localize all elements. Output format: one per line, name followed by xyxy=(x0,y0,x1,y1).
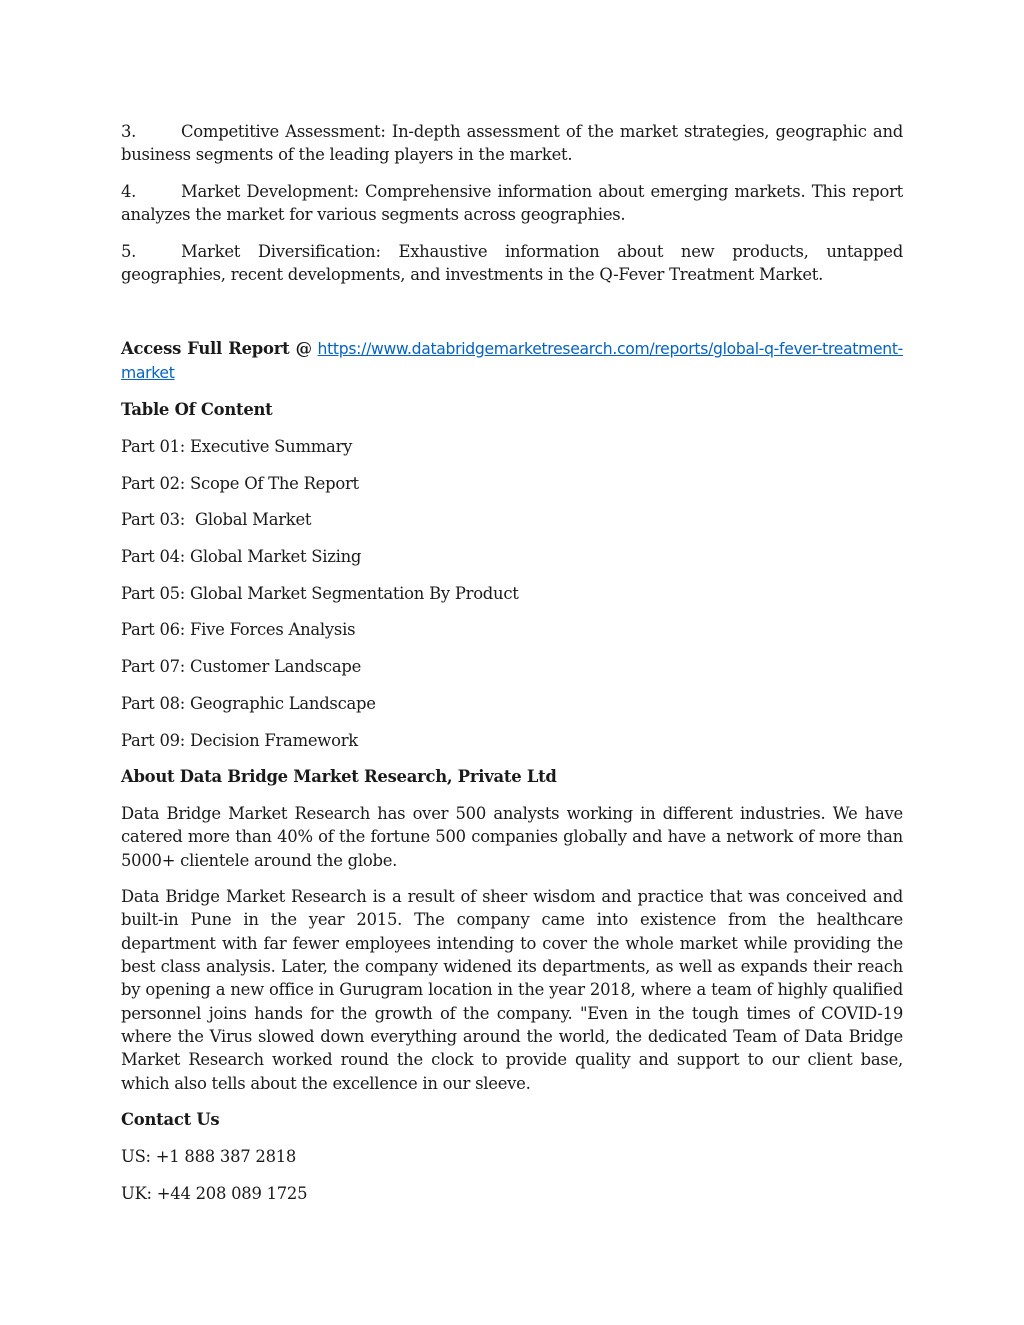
list-number: 5. xyxy=(121,241,137,261)
list-item-competitive-assessment xyxy=(121,120,903,167)
toc-item: Part 02: Scope Of The Report xyxy=(121,473,359,493)
list-item-text: Market Diversification: Exhaustive information about new products, untapped geographies, recent developments, and investments in the Q-Fever Treatment Market. xyxy=(121,241,903,285)
list-item-market-development xyxy=(121,180,903,227)
access-label: Access Full Report @ xyxy=(121,338,312,358)
report-link[interactable]: https://www.databridgemarketresearch.com/reports/global-q-fever-treatment-market xyxy=(121,339,903,382)
list-item-market-diversification xyxy=(121,240,903,287)
toc-item: Part 05: Global Market Segmentation By Product xyxy=(121,583,519,603)
list-item-text: Competitive Assessment: In-depth assessment of the market strategies, geographic and business segments of the leading players in the market. xyxy=(121,122,903,165)
toc-item: Part 07: Customer Landscape xyxy=(121,657,362,677)
toc-item: Part 03: Global Market xyxy=(121,510,312,530)
toc-item: Part 04: Global Market Sizing xyxy=(121,547,362,567)
toc-item: Part 08: Geographic Landscape xyxy=(121,693,376,713)
about-paragraph: Data Bridge Market Research is a result of sheer wisdom and practice that was conceived and built-in Pune in the year 2015. The company came into existence from the healthcare department with far fewer employees intending to cover the whole market while providing the best class analysis. Later, the company widened its departments, as well as expands their reach by opening a new office in Gurugram location in the year 2018, where a team of highly qualified personnel joins hands for the growth of the company. "Even in the tough times of COVID-19 where the Virus slowed down everything around the world, the dedicated Team of Data Bridge Market Research worked round the clock to provide quality and support to our client base, which also tells about the excellence in our sleeve. xyxy=(121,887,903,1093)
toc-heading: Table Of Content xyxy=(121,400,273,420)
contact-uk-phone: UK: +44 208 089 1725 xyxy=(121,1183,308,1203)
about-heading: About Data Bridge Market Research, Private Ltd xyxy=(121,767,557,787)
toc-item: Part 01: Executive Summary xyxy=(121,437,353,457)
list-number: 3. xyxy=(121,122,137,141)
contact-heading: Contact Us xyxy=(121,1110,220,1130)
blank-line xyxy=(121,300,903,337)
list-item-text: Market Development: Comprehensive information about emerging markets. This report analyzes the market for various segments across geographies. xyxy=(121,181,903,225)
contact-us-phone: US: +1 888 387 2818 xyxy=(121,1146,297,1166)
toc-item: Part 09: Decision Framework xyxy=(121,730,358,750)
access-full-report xyxy=(121,337,903,385)
list-number: 4. xyxy=(121,181,137,201)
toc-item: Part 06: Five Forces Analysis xyxy=(121,620,356,640)
about-paragraph: Data Bridge Market Research has over 500 analysts working in different industries. We have catered more than 40% of the fortune 500 companies globally and have a network of more than 5000+ clientele around the globe. xyxy=(121,803,903,870)
document-page xyxy=(121,120,903,1218)
